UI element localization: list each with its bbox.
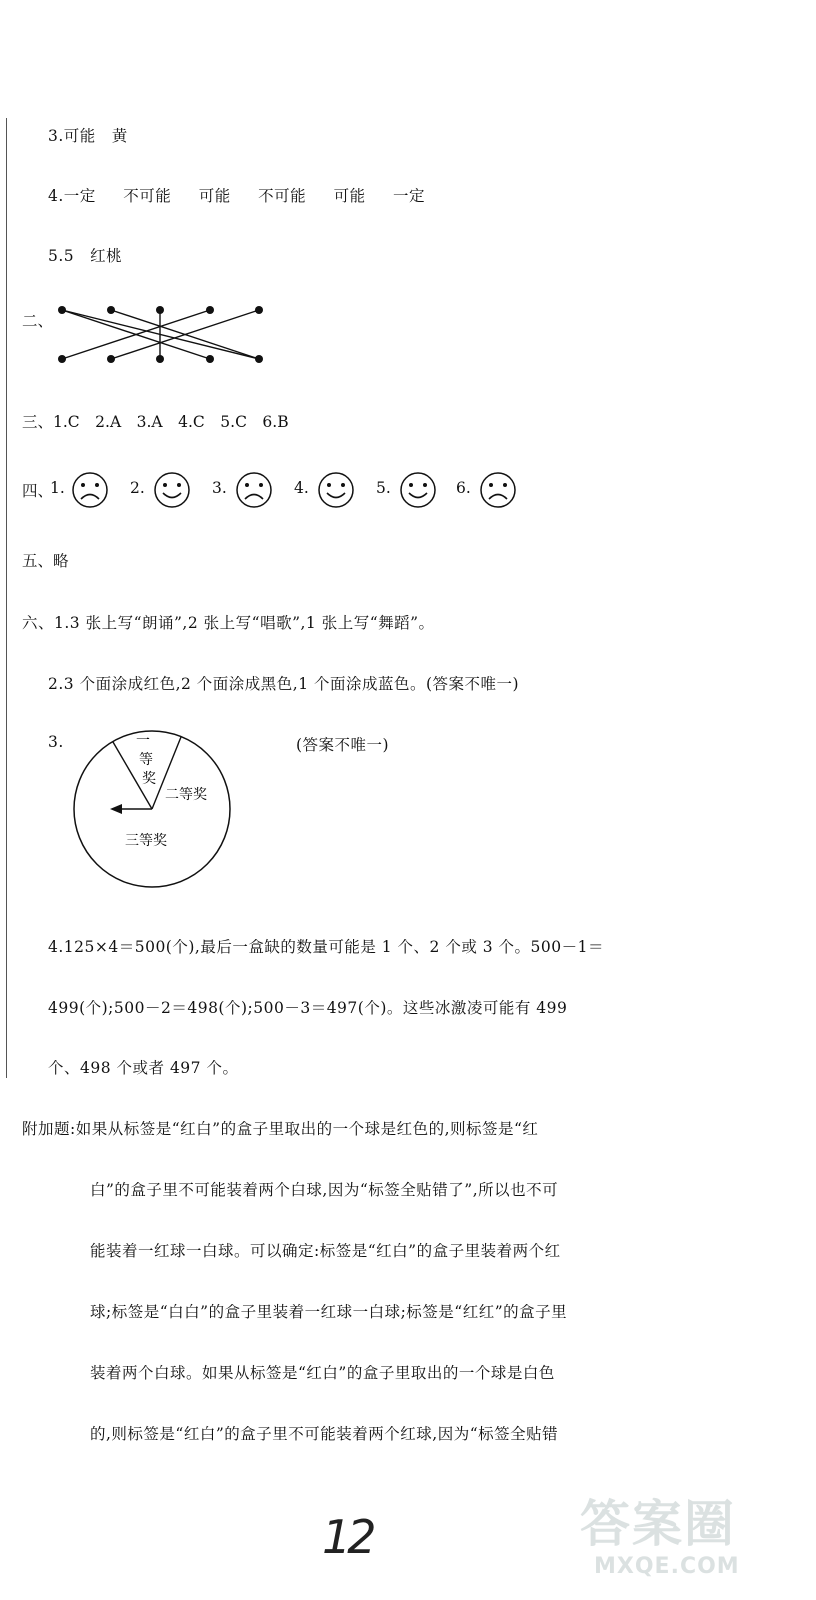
- first-prize-char: 奖: [142, 771, 156, 787]
- face-number: 5.: [376, 479, 391, 497]
- pointer-arrow-icon: [110, 804, 122, 814]
- top-dot: [58, 306, 66, 314]
- prize-wheel: [70, 727, 234, 891]
- answer-1-4-d: 不可能: [258, 187, 307, 205]
- sad-face-icon: [478, 470, 518, 510]
- answer-1-4-c: 可能: [198, 187, 231, 205]
- face-number: 2.: [130, 479, 145, 497]
- watermark-bottom: MXQE.COM: [594, 1554, 740, 1579]
- third-prize-label: 三等奖: [125, 833, 167, 849]
- answer-6-4-line-3: 个、498 个或者 497 个。: [48, 1059, 239, 1077]
- watermark-logo: [580, 1484, 800, 1594]
- top-dot: [107, 306, 115, 314]
- face-number: 4.: [294, 479, 309, 497]
- answer-6-4-line-2: 499(个);500－2＝498(个);500－3＝497(个)。这些冰激凌可能有 499: [48, 999, 568, 1017]
- section-2-label: 二、: [22, 312, 54, 330]
- answer-1-4-f: 一定: [393, 187, 426, 205]
- face-number: 6.: [456, 479, 471, 497]
- section-3-answers: 1.C 2.A 3.A 4.C 5.C 6.B: [53, 413, 289, 431]
- top-dot: [156, 306, 164, 314]
- bottom-dot: [107, 355, 115, 363]
- watermark-top: 答案圈: [580, 1495, 736, 1553]
- first-prize-char: 一: [136, 733, 150, 749]
- answer-1-3: 3.可能 黄: [48, 127, 128, 145]
- section-4-label: 四、: [22, 482, 54, 500]
- bottom-dot: [156, 355, 164, 363]
- bottom-dot: [58, 355, 66, 363]
- answer-6-3-num: 3.: [48, 733, 64, 751]
- section-5: 五、略: [22, 552, 69, 570]
- happy-face-icon: [316, 470, 356, 510]
- top-dot: [206, 306, 214, 314]
- section-3-label: 三、: [22, 413, 54, 431]
- bonus-line-5: 装着两个白球。如果从标签是“红白”的盒子里取出的一个球是白色: [90, 1364, 555, 1382]
- answer-1-4-a: 4.一定: [48, 187, 96, 205]
- answer-1-4-b: 不可能: [123, 187, 172, 205]
- matching-diagram: [50, 298, 280, 370]
- bonus-line-2: 白”的盒子里不可能装着两个白球,因为“标签全贴错了”,所以也不可: [90, 1181, 559, 1199]
- bonus-line-1: 附加题:如果从标签是“红白”的盒子里取出的一个球是红色的,则标签是“红: [22, 1120, 539, 1138]
- answer-1-4-e: 可能: [333, 187, 366, 205]
- sad-face-icon: [234, 470, 274, 510]
- answer-1-4: [48, 184, 425, 206]
- second-prize-label: 二等奖: [165, 787, 207, 803]
- section-3: [22, 410, 289, 432]
- answer-1-5: 5.5 红桃: [48, 247, 123, 265]
- bottom-dot: [206, 355, 214, 363]
- answer-6-2: 2.3 个面涂成红色,2 个面涂成黑色,1 个面涂成蓝色。(答案不唯一): [48, 675, 520, 693]
- happy-face-icon: [398, 470, 438, 510]
- answer-6-4-line-1: 4.125×4＝500(个),最后一盒缺的数量可能是 1 个、2 个或 3 个。500－1＝: [48, 938, 604, 956]
- bonus-line-4: 球;标签是“白白”的盒子里装着一红球一白球;标签是“红红”的盒子里: [90, 1303, 568, 1321]
- answer-6-1: 六、1.3 张上写“朗诵”,2 张上写“唱歌”,1 张上写“舞蹈”。: [22, 614, 435, 632]
- face-number: 3.: [212, 479, 227, 497]
- answer-6-3-note: (答案不唯一): [296, 736, 390, 754]
- first-prize-char: 等: [139, 752, 153, 768]
- margin-rule: [6, 118, 7, 1078]
- sad-face-icon: [70, 470, 110, 510]
- bonus-line-3: 能装着一红球一白球。可以确定:标签是“红白”的盒子里装着两个红: [90, 1242, 561, 1260]
- page-number: 12: [322, 1510, 373, 1564]
- bonus-line-6: 的,则标签是“红白”的盒子里不可能装着两个红球,因为“标签全贴错: [90, 1425, 559, 1443]
- happy-face-icon: [152, 470, 192, 510]
- bottom-dot: [255, 355, 263, 363]
- top-dot: [255, 306, 263, 314]
- face-number: 1.: [50, 479, 65, 497]
